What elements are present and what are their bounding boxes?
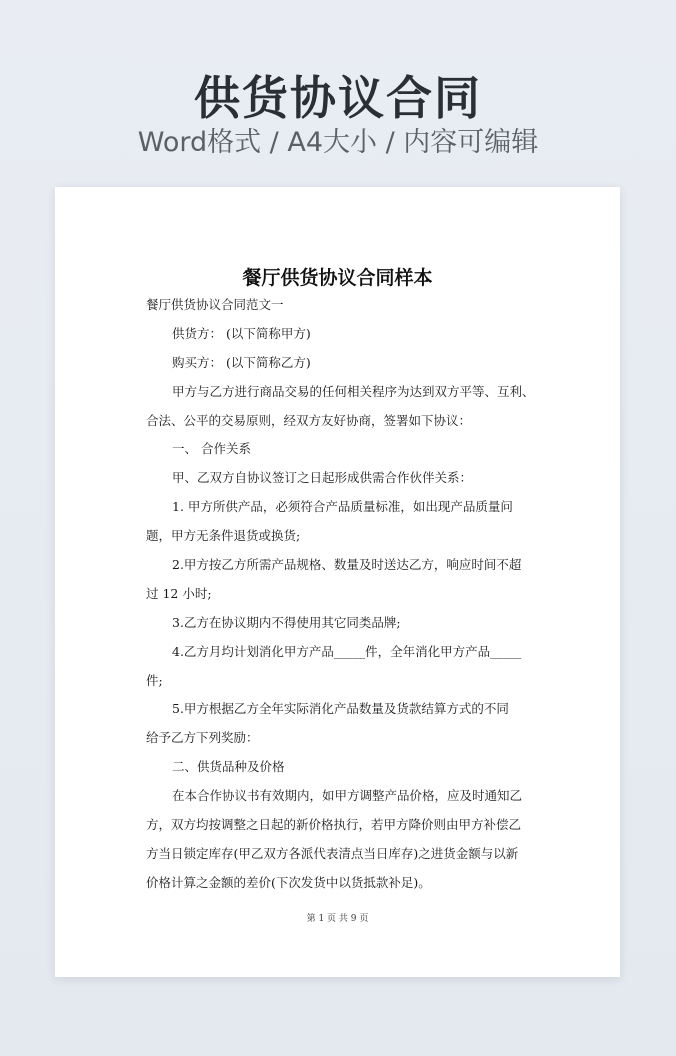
- body-line: 2.甲方按乙方所需产品规格、数量及时送达乙方，响应时间不超: [172, 557, 522, 573]
- body-line: 方，双方均按调整之日起的新价格执行，若甲方降价则由甲方补偿乙: [146, 817, 522, 833]
- body-line: 给予乙方下列奖励：: [146, 730, 259, 746]
- body-line: 购买方： (以下简称乙方): [172, 354, 311, 370]
- section-heading: 一、 合作关系: [172, 441, 251, 457]
- body-line: 5.甲方根据乙方全年实际消化产品数量及货款结算方式的不同: [172, 701, 509, 717]
- body-line: 合法、公平的交易原则，经双方友好协商，签署如下协议：: [146, 412, 472, 428]
- document-title: 餐厅供货协议合同样本: [242, 267, 433, 289]
- document-page: [55, 187, 620, 977]
- body-line: 在本合作协议书有效期内，如甲方调整产品价格，应及时通知乙: [172, 788, 523, 804]
- page-number: 第 1 页 共 9 页: [306, 914, 369, 924]
- body-line: 方当日锁定库存(甲乙双方各派代表清点当日库存)之进货金额与以新: [146, 845, 519, 861]
- body-line: 甲、乙双方自协议签订之日起形成供需合作伙伴关系：: [172, 470, 473, 486]
- body-line: 价格计算之金额的差价(下次发货中以货抵款补足)。: [146, 874, 431, 890]
- banner-title: 供货协议合同: [194, 71, 482, 125]
- document-body: [146, 291, 534, 898]
- body-line: 4.乙方月均计划消化甲方产品_____件，全年消化甲方产品_____: [172, 643, 522, 659]
- body-line: 件;: [146, 672, 163, 688]
- section-heading: 二、供货品种及价格: [172, 759, 285, 775]
- body-line: 3.乙方在协议期内不得使用其它同类品牌;: [172, 614, 401, 630]
- body-line: 甲方与乙方进行商品交易的任何相关程序为达到双方平等、互利、: [172, 383, 535, 399]
- banner-subtitle: Word格式 / A4大小 / 内容可编辑: [137, 127, 539, 158]
- body-line: 供货方： (以下简称甲方): [172, 325, 311, 341]
- body-line: 题，甲方无条件退货或换货;: [146, 528, 301, 544]
- body-line: 餐厅供货协议合同范文一: [146, 297, 284, 312]
- body-line: 过 12 小时;: [146, 585, 212, 601]
- body-line: 1. 甲方所供产品，必须符合产品质量标准，如出现产品质量问: [172, 499, 513, 515]
